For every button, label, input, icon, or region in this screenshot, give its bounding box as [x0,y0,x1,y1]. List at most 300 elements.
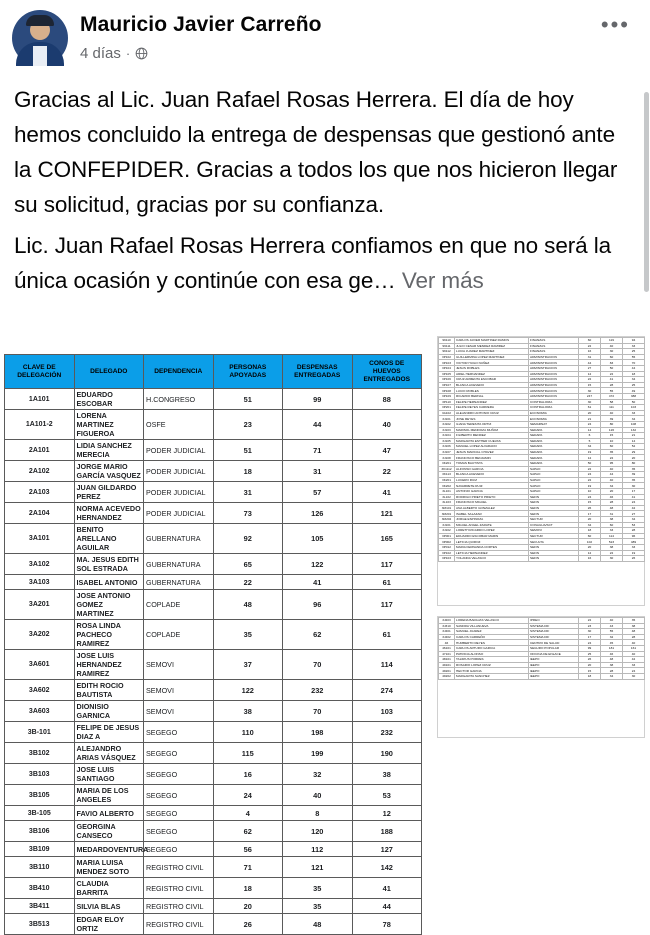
mini-table-cell: 22 [601,550,623,556]
mini-table-cell: 83 [601,360,623,366]
table-row [5,482,422,503]
mini-table-cell: 20 [623,455,645,461]
mini-table-cell: 33 [623,544,645,550]
table-cell: MA. JESUS EDITH SOL ESTRADA [74,554,144,575]
table-cell: 232 [352,722,422,743]
table-row [5,743,422,764]
mini-table-cell: 38 [601,662,623,668]
table-cell: 18 [213,461,283,482]
mini-table-cell: 247 [579,393,601,399]
mini-table-cell: TALIRIUS PORRES [455,657,529,663]
globe-icon [135,47,148,60]
table-cell: 37 [213,650,283,680]
author-name[interactable]: Mauricio Javier Carreño [80,13,322,36]
attachment-image-table[interactable] [0,318,428,933]
avatar[interactable] [12,10,68,66]
table-cell: 44 [352,899,422,914]
mini-table-cell: 26 [579,505,601,511]
table-cell: 88 [352,389,422,410]
table-cell: 126 [283,503,353,524]
table-row [5,806,422,821]
table-cell: 3B110 [5,857,75,878]
mini-table-cell: BLANCA ACEVEDO [455,472,529,478]
table-cell: 122 [283,554,353,575]
table-cell: 3A202 [5,620,75,650]
col-header-dependencia: DEPENDENCIA [144,355,214,389]
mini-table-cell: 489 [623,539,645,545]
mini-table-cell: 3A102 [439,410,455,416]
mini-table-cell: 3J106 [439,444,455,450]
mini-table-cell: 3L103 [439,500,455,506]
mini-table-cell: 58 [601,399,623,405]
mini-table-cell: 24 [623,500,645,506]
table-cell: 3B105 [5,785,75,806]
table-cell: REGISTRO CIVIL [144,878,214,899]
table-cell: 41 [352,482,422,503]
mini-table-cell: IEEPO [529,673,579,679]
table-cell: 24 [213,785,283,806]
mini-table-cell: GUILLERMINA LOPEZ MARTINEZ [455,354,529,360]
mini-table-cell: 17 [623,489,645,495]
mini-table-cell: FINANZAS [529,349,579,355]
mini-table-cell: 34 [623,517,645,523]
table-row [5,503,422,524]
mini-table-cell: 15 [579,382,601,388]
page-scrollbar[interactable] [644,92,649,292]
mini-table-cell: 31 [579,354,601,360]
document-table-bottom [437,616,645,738]
table-row [5,575,422,590]
mini-table-cell: 43 [601,623,623,629]
table-cell: 110 [213,722,283,743]
mini-table-cell: SEGURO POPULAR [529,645,579,651]
mini-table-cell: MANUEL LOPEZ ALVARADO [455,444,529,450]
table-cell: 65 [213,554,283,575]
mini-table-cell: MARGARITA ESTHER CUEVAS [455,438,529,444]
table-cell: JOSE LUIS SANTIAGO [74,764,144,785]
post-attachments [0,318,650,933]
table-cell: 1A101-2 [5,410,75,440]
table-cell: 165 [352,524,422,554]
table-row [5,899,422,914]
table-cell: GUBERNATURA [144,524,214,554]
mini-table-top [438,337,645,562]
mini-table-cell: 3K1112 [439,466,455,472]
post-paragraph-2: Lic. Juan Rafael Rosas Herrera confiamos en que no será la única ocasión y continúe con esa ge… [14,233,612,293]
mini-table-cell: 15 [579,500,601,506]
mini-table-cell: 60 [579,533,601,539]
table-cell: ALEJANDRO ARIAS VÁSQUEZ [74,743,144,764]
table-cell: 41 [283,575,353,590]
mini-table-cell: 22 [579,466,601,472]
mini-table-cell: 39 [623,472,645,478]
table-cell: 3B-105 [5,806,75,821]
table-cell: 3B106 [5,821,75,842]
mini-table-cell: 3M202 [439,517,455,523]
mini-table-cell: 46 [601,494,623,500]
mini-table-cell: 24 [623,668,645,674]
table-cell: SEMOVI [144,650,214,680]
mini-table-cell: 48101 [439,657,455,663]
table-cell: 3A201 [5,590,75,620]
mini-table-cell: 22 [579,343,601,349]
mini-table-cell: 103 [623,405,645,411]
table-cell: 1A101 [5,389,75,410]
table-cell: OSFE [144,410,214,440]
mini-table-cell: LETICIA QUIROZ [455,539,529,545]
mini-table-cell: SISTEMA DIF [529,634,579,640]
mini-table-cell: 3P107 [439,382,455,388]
mini-table-cell: MIGUEL ANGEL ZARATE [455,522,529,528]
mini-table-cell: 40 [601,477,623,483]
mini-table-cell: 70 [623,360,645,366]
mini-table-cell: 32 [601,634,623,640]
attachment-image-document[interactable] [430,318,650,745]
mini-table-cell: 15 [601,433,623,439]
table-cell: 51 [213,389,283,410]
mini-table-cell: JOSE REYES [455,416,529,422]
mini-table-cell: 12 [579,371,601,377]
mini-table-cell: ADMINISTRACION [529,360,579,366]
mini-table-cell: 28 [601,668,623,674]
table-row [5,821,422,842]
mini-table-cell: RODRIGO PRIETO PRIETO [455,494,529,500]
mini-table-cell: ADMINISTRACION [529,382,579,388]
table-row [5,722,422,743]
mini-table-cell: 22 [601,455,623,461]
mini-table-cell: 47101 [439,651,455,657]
table-cell: 199 [283,743,353,764]
mini-table-cell: 38 [623,623,645,629]
mini-table-cell: 3J401 [439,629,455,635]
table-cell: SEGEGO [144,842,214,857]
table-row [5,842,422,857]
table-cell: LORENA MARTINEZ FIGUEROA [74,410,144,440]
mini-table-cell: RICARDO BERNAL [455,393,529,399]
mini-table-cell: 99112 [439,349,455,355]
mini-table-cell: SISTEMA DIF [529,623,579,629]
table-cell: JOSE ANTONIO GOMEZ MARTINEZ [74,590,144,620]
mini-table-cell: SANDRA VILLANUEVA [455,623,529,629]
mini-table-cell: 50 [623,399,645,405]
mini-table-cell: 3K201 [439,461,455,467]
mini-table-cell: 34 [601,483,623,489]
mini-table-cell: 34 [623,416,645,422]
table-cell: JUAN GILDARDO PEREZ [74,482,144,503]
mini-table-cell: LORENA BARAJAS VELASCO [455,618,529,624]
mini-table-cell: FRANCISCO BENJAMIN [455,455,529,461]
mini-table-cell: IEEPO [529,657,579,663]
table-cell: 114 [352,650,422,680]
table-cell: 2A101 [5,440,75,461]
mini-table-cell: SEFIN [529,511,579,517]
mini-table-cell: 26 [579,657,601,663]
table-cell: GUBERNATURA [144,554,214,575]
table-cell: EDGAR ELOY ORTIZ [74,914,144,935]
table-cell: 198 [283,722,353,743]
mini-table-cell: SEFIN [529,505,579,511]
table-cell: REGISTRO CIVIL [144,899,214,914]
mini-table-cell: CARLOS CARREÑO [455,634,529,640]
mini-table-cell: 3P104 [439,365,455,371]
mini-table-cell: SAPAO [529,477,579,483]
mini-table-cell: ADMINISTRACION [529,354,579,360]
table-row [5,461,422,482]
mini-table-cell: LUCERO RUIZ [455,477,529,483]
mini-table-cell: SEDAPA [529,433,579,439]
mini-table-cell: SECTUR [529,533,579,539]
mini-table-cell: 55 [623,354,645,360]
table-cell: SEGEGO [144,806,214,821]
mini-table-cell: PATRICIA ALONSO [455,651,529,657]
table-cell: PODER JUDICIAL [144,461,214,482]
mini-table-cell: SISTEMA DIF [529,629,579,635]
table-cell: BENITO ARELLANO AGUILAR [74,524,144,554]
mini-table-cell: 22 [579,477,601,483]
mini-table-cell: ROSARIO LOPEZ CRUZ [455,662,529,668]
mini-table-cell: 50 [601,365,623,371]
mini-table-bottom-body [439,618,645,680]
mini-table-cell: SAPAO [529,466,579,472]
mini-table-cell: 30 [601,349,623,355]
mini-table-cell: 3P102 [439,354,455,360]
table-cell: 35 [283,878,353,899]
document-table-top [437,336,645,606]
table-cell: 31 [213,482,283,503]
mini-table-cell: 21 [623,433,645,439]
table-cell: 31 [283,461,353,482]
mini-table-cell: SEFIN [529,544,579,550]
table-row [5,680,422,701]
mini-table-cell: 49 [623,388,645,394]
table-cell: 8 [283,806,353,821]
mini-table-cell: ADMINISTRACION [529,365,579,371]
mini-table-cell: SEDAPA [529,461,579,467]
table-cell: SEGEGO [144,785,214,806]
mini-table-cell: 20 [579,662,601,668]
post-header [0,0,650,76]
delegation-table-body [5,389,422,935]
mini-table-cell: 22 [579,377,601,383]
mini-table-cell: 3J203 [439,618,455,624]
mini-table-cell: 16 [579,556,601,562]
table-cell: 48 [283,914,353,935]
mini-table-cell: 20 [579,544,601,550]
mini-table-cell: 20 [579,410,601,416]
mini-table-cell: SAPAO [529,483,579,489]
table-cell: REGISTRO CIVIL [144,914,214,935]
mini-table-cell: 24 [579,472,601,478]
mini-table-cell: 25 [623,382,645,388]
mini-table-cell: OFICINA DE ENLACE [529,651,579,657]
mini-table-cell: ILIANA TERESITA ORTIZ [455,421,529,427]
mini-table-cell: 40 [601,343,623,349]
table-row [5,524,422,554]
mini-table-cell: 23 [579,623,601,629]
table-row [5,389,422,410]
mini-table-cell: 20 [579,517,601,523]
mini-table-cell: NAVARRETE RUIZ [455,483,529,489]
mini-table-cell: FELIPE HERNANDEZ [455,399,529,405]
mini-table-cell: 40 [601,410,623,416]
mini-table-cell: 3P001 [439,533,455,539]
table-cell: 53 [352,785,422,806]
mini-table-cell: 44 [579,360,601,366]
table-cell: PODER JUDICIAL [144,482,214,503]
table-cell: SEMOVI [144,701,214,722]
mini-table-cell: 46 [439,640,455,646]
mini-table-cell: 22 [601,371,623,377]
mini-table-cell: 19 [623,550,645,556]
mini-table-cell: ECONOMIA [529,416,579,422]
mini-table-cell: SECTUR [529,517,579,523]
mini-table-cell: 12 [579,455,601,461]
mini-table-cell: 12 [579,550,601,556]
mini-table-bottom [438,617,645,680]
post-options-button[interactable]: ••• [600,12,630,37]
mini-table-cell: 40 [601,466,623,472]
mini-table-cell: 39 [601,416,623,422]
mini-table-cell: 3K202 [439,483,455,489]
mini-table-cell: 6 [579,433,601,439]
mini-table-cell: 52 [623,444,645,450]
table-cell: 2A104 [5,503,75,524]
table-cell: 3A601 [5,650,75,680]
mini-table-cell: CONTRALORIA [529,399,579,405]
mini-table-cell: 48 [623,629,645,635]
mini-table-cell: BLANCA ACEVEDO [455,382,529,388]
col-header-huevos: CONOS DE HUEVOS ENTREGADOS [352,355,422,389]
mini-table-cell: 18 [623,371,645,377]
table-cell: 20 [213,899,283,914]
table-row [5,590,422,620]
table-row [5,764,422,785]
mini-table-cell: CARLOS ARTURO GARCIA [455,645,529,651]
table-cell: 3A103 [5,575,75,590]
table-cell: 26 [213,914,283,935]
col-header-clave: CLAVE DE DELEGACIÓN [5,355,75,389]
mini-table-cell: 99111 [439,343,455,349]
table-cell: 142 [352,857,422,878]
mini-table-cell: 388 [623,393,645,399]
mini-table-cell: 80 [601,421,623,427]
table-cell: 62 [283,620,353,650]
table-cell: 122 [213,680,283,701]
table-cell: 38 [213,701,283,722]
table-cell: GEORGINA CANSECO [74,821,144,842]
table-cell: 71 [283,440,353,461]
mini-table-cell: 80 [623,461,645,467]
mini-table-cell: 96 [623,533,645,539]
mini-table-cell: CONTRALORIA [529,405,579,411]
table-cell: H.CONGRESO [144,389,214,410]
mini-table-cell: 30 [579,629,601,635]
mini-table-cell: 3P103 [439,360,455,366]
mini-table-cell: ALEJANDRO ANTONIO CRUZ [455,410,529,416]
mini-table-cell: 3P103 [439,556,455,562]
table-cell: 40 [352,410,422,440]
table-header-row [5,355,422,389]
table-cell: 32 [283,764,353,785]
mini-table-row [439,673,645,679]
mini-table-cell: SAPAO [529,489,579,495]
mini-table-cell: 41 [623,494,645,500]
see-more-link[interactable]: Ver más [401,268,484,293]
table-cell: 48 [213,590,283,620]
mini-table-cell: 10 [579,489,601,495]
mini-table-cell: 3J102 [439,528,455,534]
mini-table-cell: ADMINISTRACION [529,388,579,394]
mini-table-cell: 27 [623,511,645,517]
table-cell: SILVIA BLAS [74,899,144,914]
mini-table-cell: 102 [579,539,601,545]
table-cell: 56 [213,842,283,857]
mini-table-cell: 34 [623,377,645,383]
table-cell: ROSA LINDA PACHECO RAMIREZ [74,620,144,650]
mini-table-row [439,338,645,344]
table-cell: 2A102 [5,461,75,482]
mini-table-cell: 3P109 [439,393,455,399]
mini-table-cell: 44 [623,365,645,371]
table-cell: PODER JUDICIAL [144,503,214,524]
mini-table-cell: SEDAPA [529,427,579,433]
post-message [0,76,650,298]
table-cell: GUBERNATURA [144,575,214,590]
mini-table-cell: 3P106 [439,377,455,383]
mini-table-cell: 24 [579,494,601,500]
mini-table-cell: 3J107 [439,449,455,455]
table-cell: SEGEGO [144,821,214,842]
table-cell: 22 [352,461,422,482]
post-paragraph-2-wrap [14,228,636,298]
mini-table-cell: CENTRO DE SALUD [529,640,579,646]
mini-table-cell: SEFIN [529,500,579,506]
table-cell: SEGEGO [144,722,214,743]
delegation-table [4,354,422,935]
mini-table-cell: 99 [579,645,601,651]
mini-table-cell: 26 [623,556,645,562]
mini-table-cell: ALFONSO GARCIA [455,466,529,472]
mini-table-cell: 114 [601,533,623,539]
table-cell: 35 [213,620,283,650]
col-header-personas: PERSONAS APOYADAS [213,355,283,389]
mini-table-cell: 119 [601,338,623,344]
mini-table-cell: 55 [601,629,623,635]
mini-table-cell: 3K201 [439,477,455,483]
mini-table-cell: 3J104 [439,433,455,439]
mini-table-cell: 34 [579,444,601,450]
mini-table-cell: 60 [601,444,623,450]
post-timestamp[interactable]: 4 días [80,45,121,62]
mini-table-cell: 3K113 [439,472,455,478]
mini-table-cell: 60 [601,354,623,360]
table-cell: 92 [213,524,283,554]
mini-table-cell: 19 [579,483,601,489]
mini-table-cell: 35 [623,477,645,483]
mini-table-cell: 3P002 [439,539,455,545]
table-cell: 232 [283,680,353,701]
table-cell: SEGEGO [144,764,214,785]
mini-table-cell: 27 [579,365,601,371]
table-cell: PODER JUDICIAL [144,440,214,461]
table-cell: SEMOVI [144,680,214,701]
table-cell: 274 [352,680,422,701]
mini-table-cell: MARIA FERNANDA CORTES [455,544,529,550]
mini-table-cell: 30 [623,673,645,679]
mini-table-cell: JULIO CESAR MENDEZ RAMIREZ [455,343,529,349]
mini-table-cell: 24 [579,421,601,427]
table-cell: 3B411 [5,899,75,914]
